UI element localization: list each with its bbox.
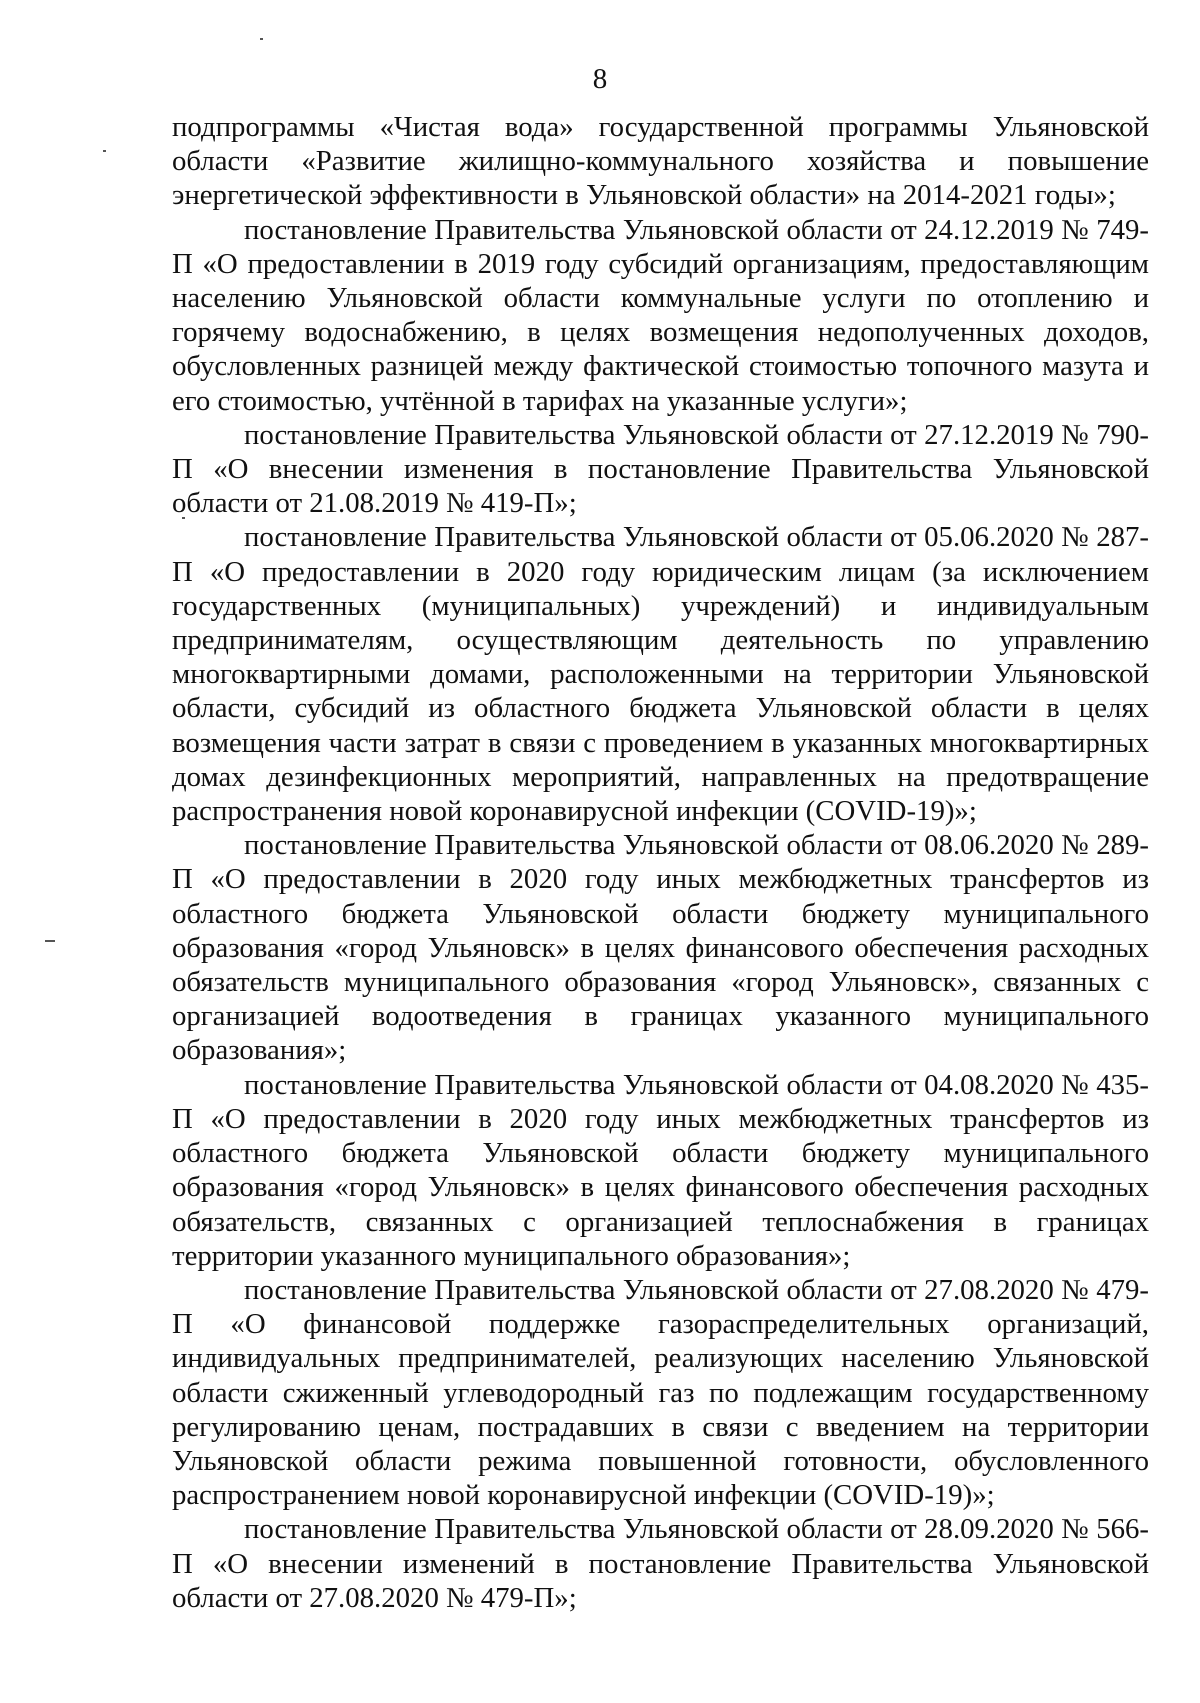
paragraph-resolution-749: постановление Правительства Ульяновской области от 24.12.2019 № 749-П «О предоставлении в 2019 году субсидий организациям, предоставляющим населению Ульяновской области коммунальные услуги по отоплению и горячему водоснабжению, в целях возмещения недополученных доходов, обусловленных разницей между фактической стоимостью топочного мазута и его стоимостью, учтённой в тарифах на указанные услуги»; xyxy=(172,213,1149,417)
scan-speck xyxy=(103,150,106,152)
paragraph-resolution-479: постановление Правительства Ульяновской области от 27.08.2020 № 479-П «О финансовой поддержке газораспределительных организаций, индивидуальных предпринимателей, реализующих населению Ульяновской области сжиженный углеводородный газ по подлежащим государственному регулированию ценам, пострадавших в связи с введением на территории Ульяновской области режима повышенной готовности, обусловленного распространением новой коронавирусной инфекции (COVID-19)»; xyxy=(172,1273,1149,1512)
paragraph-resolution-289: постановление Правительства Ульяновской области от 08.06.2020 № 289-П «О предоставлении в 2020 году иных межбюджетных трансфертов из областного бюджета Ульяновской области бюджету муниципального образования «город Ульяновск» в целях финансового обеспечения расходных обязательств муниципального образования «город Ульяновск», связанных с организацией водоотведения в границах указанного муниципального образования»; xyxy=(172,829,1149,1067)
scan-speck xyxy=(45,940,55,942)
paragraph-continuation: подпрограммы «Чистая вода» государственной программы Ульяновской области «Развитие жилищно-коммунального хозяйства и повышение энергетической эффективности в Ульяновской области» на 2014-2021 годы»; xyxy=(172,111,1149,212)
page-number: 8 xyxy=(592,63,608,95)
paragraph-resolution-287: постановление Правительства Ульяновской области от 05.06.2020 № 287-П «О предоставлении в 2020 году юридическим лицам (за исключением государственных (муниципальных) учреждений) и индивидуальным предпринимателям, осуществляющим деятельность по управлению многоквартирными домами, расположенными на территории Ульяновской области, субсидий из областного бюджета Ульяновской области в целях возмещения части затрат в связи с проведением в указанных многоквартирных домах дезинфекционных мероприятий, направленных на предотвращение распространения новой коронавирусной инфекции (COVID-19)»; xyxy=(172,521,1149,828)
document-body xyxy=(172,110,1149,1615)
paragraph-resolution-790: постановление Правительства Ульяновской области от 27.12.2019 № 790-П «О внесении изменения в постановление Правительства Ульяновской области от 21.08.2019 № 419-П»; xyxy=(172,418,1149,520)
paragraph-resolution-566: постановление Правительства Ульяновской области от 28.09.2020 № 566-П «О внесении изменений в постановление Правительства Ульяновской области от 27.08.2020 № 479-П»; xyxy=(172,1513,1149,1614)
paragraph-resolution-435: постановление Правительства Ульяновской области от 04.08.2020 № 435-П «О предоставлении в 2020 году иных межбюджетных трансфертов из областного бюджета Ульяновской области бюджету муниципального образования «город Ульяновск» в целях финансового обеспечения расходных обязательств, связанных с организацией теплоснабжения в границах территории указанного муниципального образования»; xyxy=(172,1068,1149,1272)
scan-speck xyxy=(260,38,263,40)
